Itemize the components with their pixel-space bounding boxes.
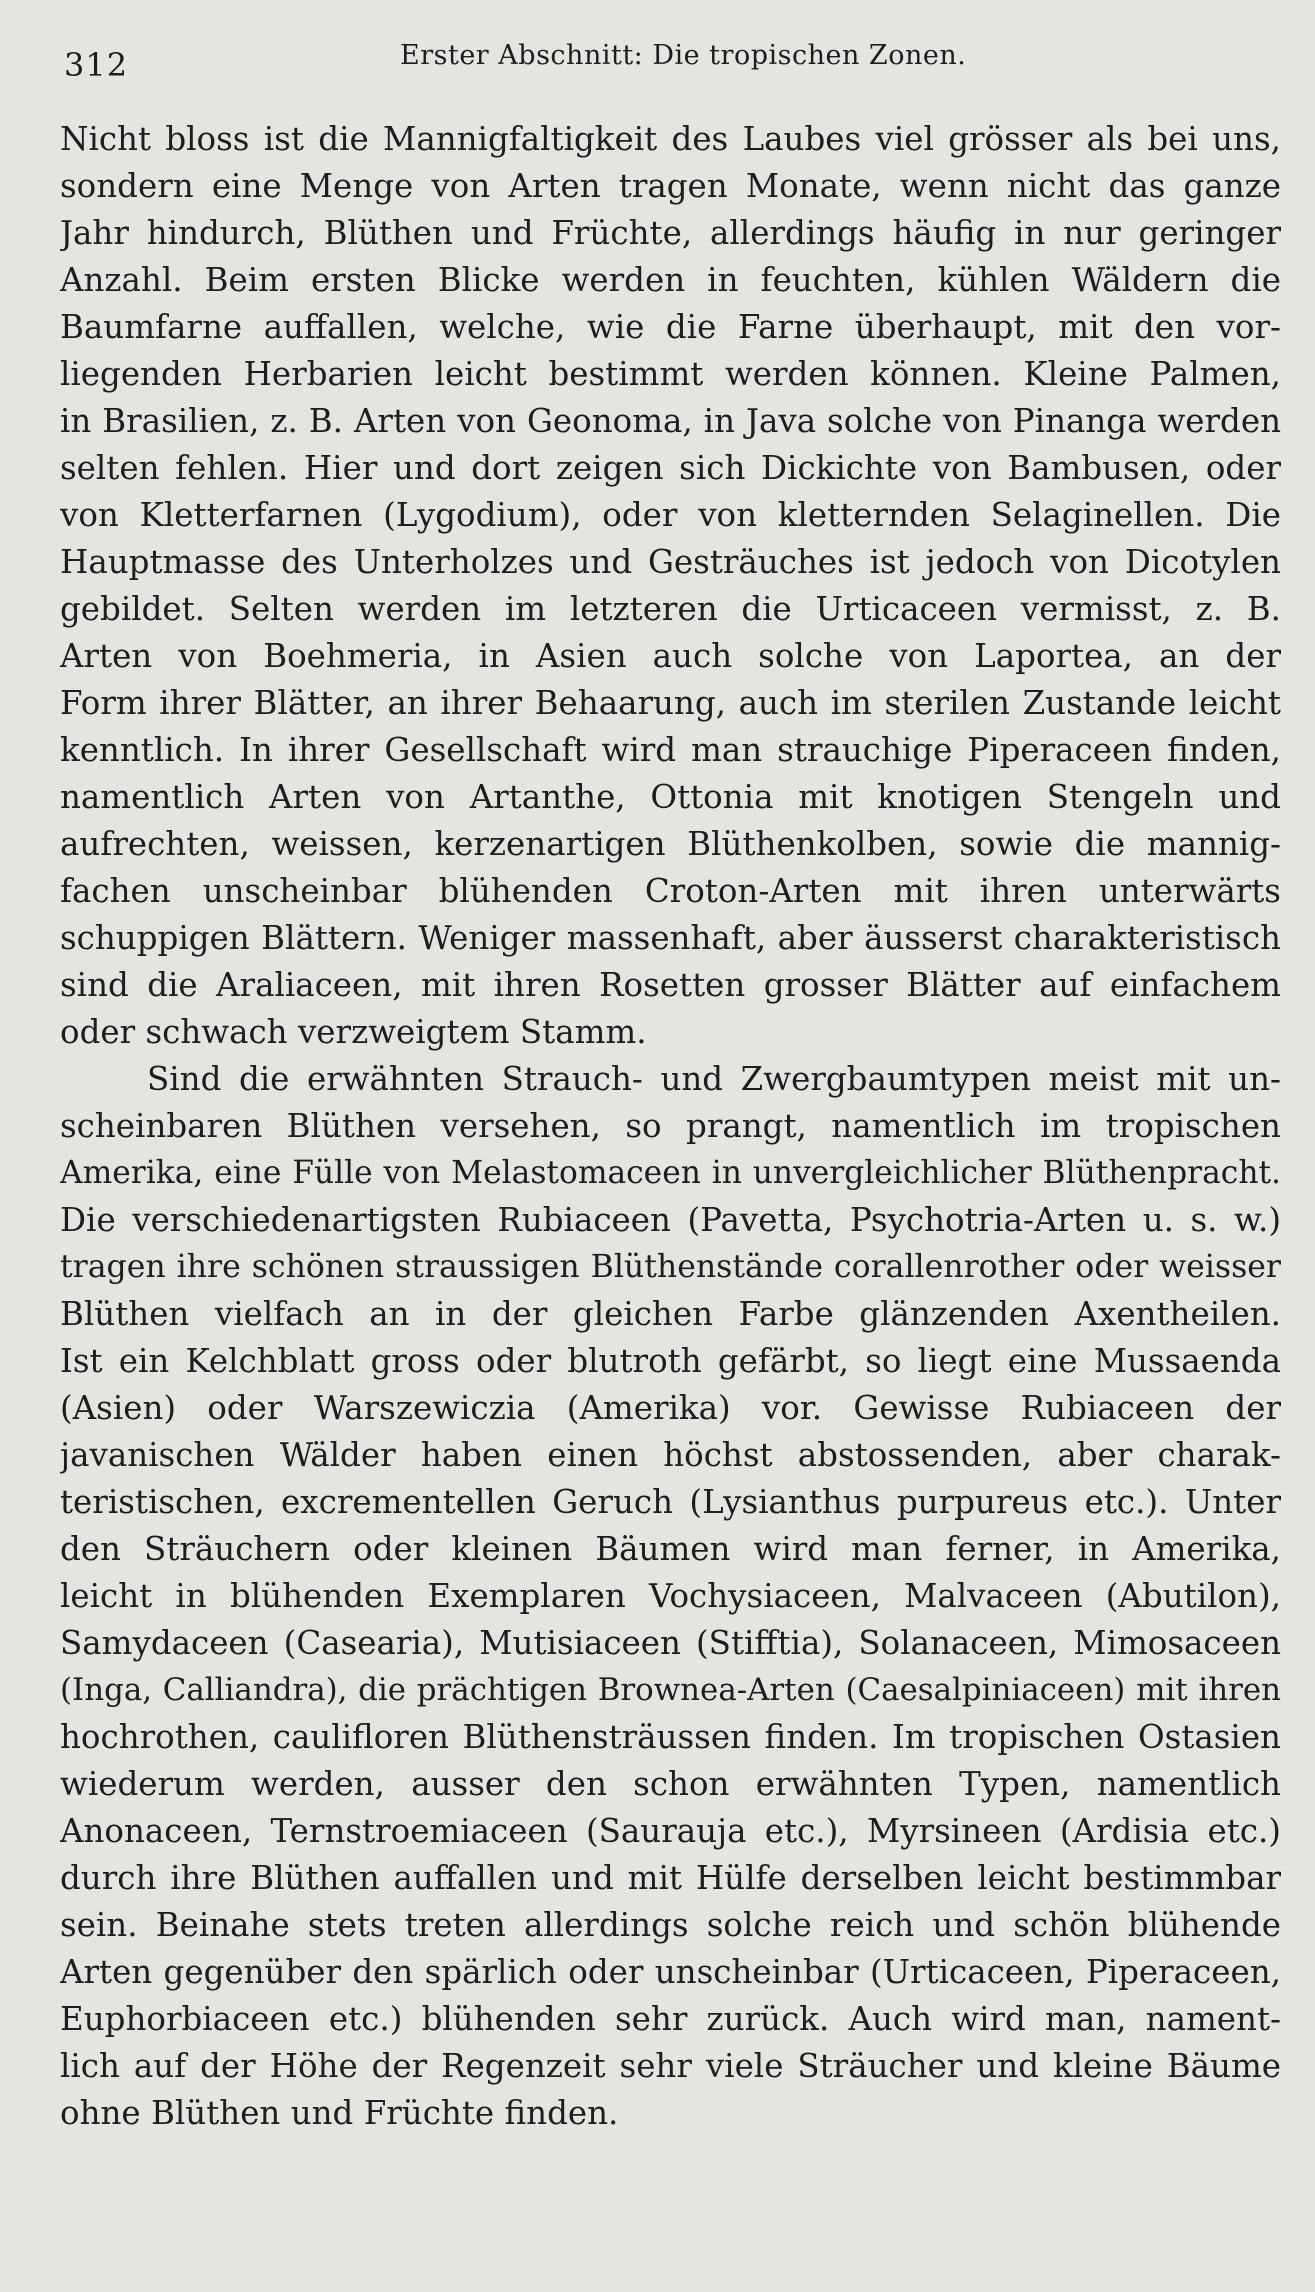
text-line: schuppigen Blättern. Weniger massenhaft, aber äusserst charakteristisch [60, 919, 1281, 957]
text-line: tragen ihre schönen straussigen Blüthenstände corallenrother oder weisser [60, 1249, 1281, 1285]
text-line: oder schwach verzweigtem Stamm. [60, 1013, 647, 1051]
text-line: (Asien) oder Warszewiczia (Amerika) vor. Gewisse Rubiaceen der [60, 1389, 1281, 1427]
text-line: Nicht bloss ist die Mannigfaltigkeit des Laubes viel grösser als bei uns, [60, 120, 1281, 158]
text-line: sein. Beinahe stets treten allerdings solche reich und schön blühende [60, 1906, 1281, 1944]
text-line: Form ihrer Blätter, an ihrer Behaarung, auch im sterilen Zustande leicht [60, 684, 1281, 722]
text-line: ohne Blüthen und Früchte finden. [60, 2094, 619, 2132]
text-line: Anonaceen, Ternstroemiaceen (Saurauja etc.), Myrsineen (Ardisia etc.) [60, 1812, 1281, 1850]
text-line: namentlich Arten von Artanthe, Ottonia mit knotigen Stengeln und [60, 778, 1281, 816]
text-line: Arten gegenüber den spärlich oder unscheinbar (Urticaceen, Piperaceen, [60, 1953, 1281, 1991]
text-line: javanischen Wälder haben einen höchst abstossenden, aber charak- [60, 1436, 1281, 1474]
text-line: Samydaceen (Casearia), Mutisiaceen (Stifftia), Solanaceen, Mimosaceen [60, 1624, 1281, 1662]
text-line: Anzahl. Beim ersten Blicke werden in feuchten, kühlen Wäldern die [60, 261, 1281, 299]
text-line: gebildet. Selten werden im letzteren die Urticaceen vermisst, z. B. [60, 590, 1281, 628]
text-line: lich auf der Höhe der Regenzeit sehr viele Sträucher und kleine Bäume [60, 2047, 1281, 2085]
text-line: aufrechten, weissen, kerzenartigen Blüthenkolben, sowie die mannig- [60, 825, 1281, 863]
page-number: 312 [64, 46, 129, 84]
text-line: fachen unscheinbar blühenden Croton-Arten mit ihren unterwärts [60, 872, 1281, 910]
text-line: leicht in blühenden Exemplaren Vochysiaceen, Malvaceen (Abutilon), [60, 1577, 1281, 1615]
text-line: liegenden Herbarien leicht bestimmt werden können. Kleine Palmen, [60, 355, 1281, 393]
text-line: den Sträuchern oder kleinen Bäumen wird man ferner, in Amerika, [60, 1530, 1281, 1568]
text-line: sind die Araliaceen, mit ihren Rosetten grosser Blätter auf einfachem [60, 966, 1281, 1004]
text-line: Amerika, eine Fülle von Melastomaceen in unvergleichlicher Blüthenpracht. [60, 1155, 1281, 1191]
text-line: Blüthen vielfach an in der gleichen Farbe glänzenden Axentheilen. [60, 1295, 1281, 1333]
text-line: Jahr hindurch, Blüthen und Früchte, allerdings häufig in nur geringer [60, 214, 1281, 252]
text-line: wiederum werden, ausser den schon erwähnten Typen, namentlich [60, 1765, 1281, 1803]
text-line: scheinbaren Blüthen versehen, so prangt, namentlich im tropischen [60, 1107, 1281, 1145]
text-line: von Kletterfarnen (Lygodium), oder von kletternden Selaginellen. Die [60, 496, 1281, 534]
text-line: Euphorbiaceen etc.) blühenden sehr zurück. Auch wird man, nament- [60, 2000, 1281, 2038]
section-title: Erster Abschnitt: Die tropischen Zonen. [400, 40, 967, 71]
text-line: hochrothen, caulifloren Blüthensträussen finden. Im tropischen Ostasien [60, 1718, 1281, 1756]
text-line: Hauptmasse des Unterholzes und Gesträuches ist jedoch von Dicotylen [60, 543, 1281, 581]
text-line: Sind die erwähnten Strauch- und Zwergbaumtypen meist mit un- [147, 1060, 1281, 1098]
text-line: durch ihre Blüthen auffallen und mit Hülfe derselben leicht bestimmbar [60, 1859, 1281, 1897]
text-line: Ist ein Kelchblatt gross oder blutroth gefärbt, so liegt eine Mussaenda [60, 1342, 1281, 1380]
text-line: in Brasilien, z. B. Arten von Geonoma, in Java solche von Pinanga werden [60, 402, 1281, 440]
text-line: selten fehlen. Hier und dort zeigen sich Dickichte von Bambusen, oder [60, 449, 1281, 487]
text-line: Baumfarne auffallen, welche, wie die Farne überhaupt, mit den vor- [60, 308, 1281, 346]
text-line: teristischen, excrementellen Geruch (Lysianthus purpureus etc.). Unter [60, 1483, 1281, 1521]
text-line: (Inga, Calliandra), die prächtigen Brownea-Arten (Caesalpiniaceen) mit ihren [60, 1672, 1281, 1708]
text-line: Arten von Boehmeria, in Asien auch solche von Laportea, an der [60, 637, 1281, 675]
running-head [64, 40, 1184, 84]
text-line: Die verschiedenartigsten Rubiaceen (Pavetta, Psychotria-Arten u. s. w.) [60, 1201, 1281, 1239]
text-line: kenntlich. In ihrer Gesellschaft wird man strauchige Piperaceen finden, [60, 731, 1281, 769]
text-line: sondern eine Menge von Arten tragen Monate, wenn nicht das ganze [60, 167, 1281, 205]
